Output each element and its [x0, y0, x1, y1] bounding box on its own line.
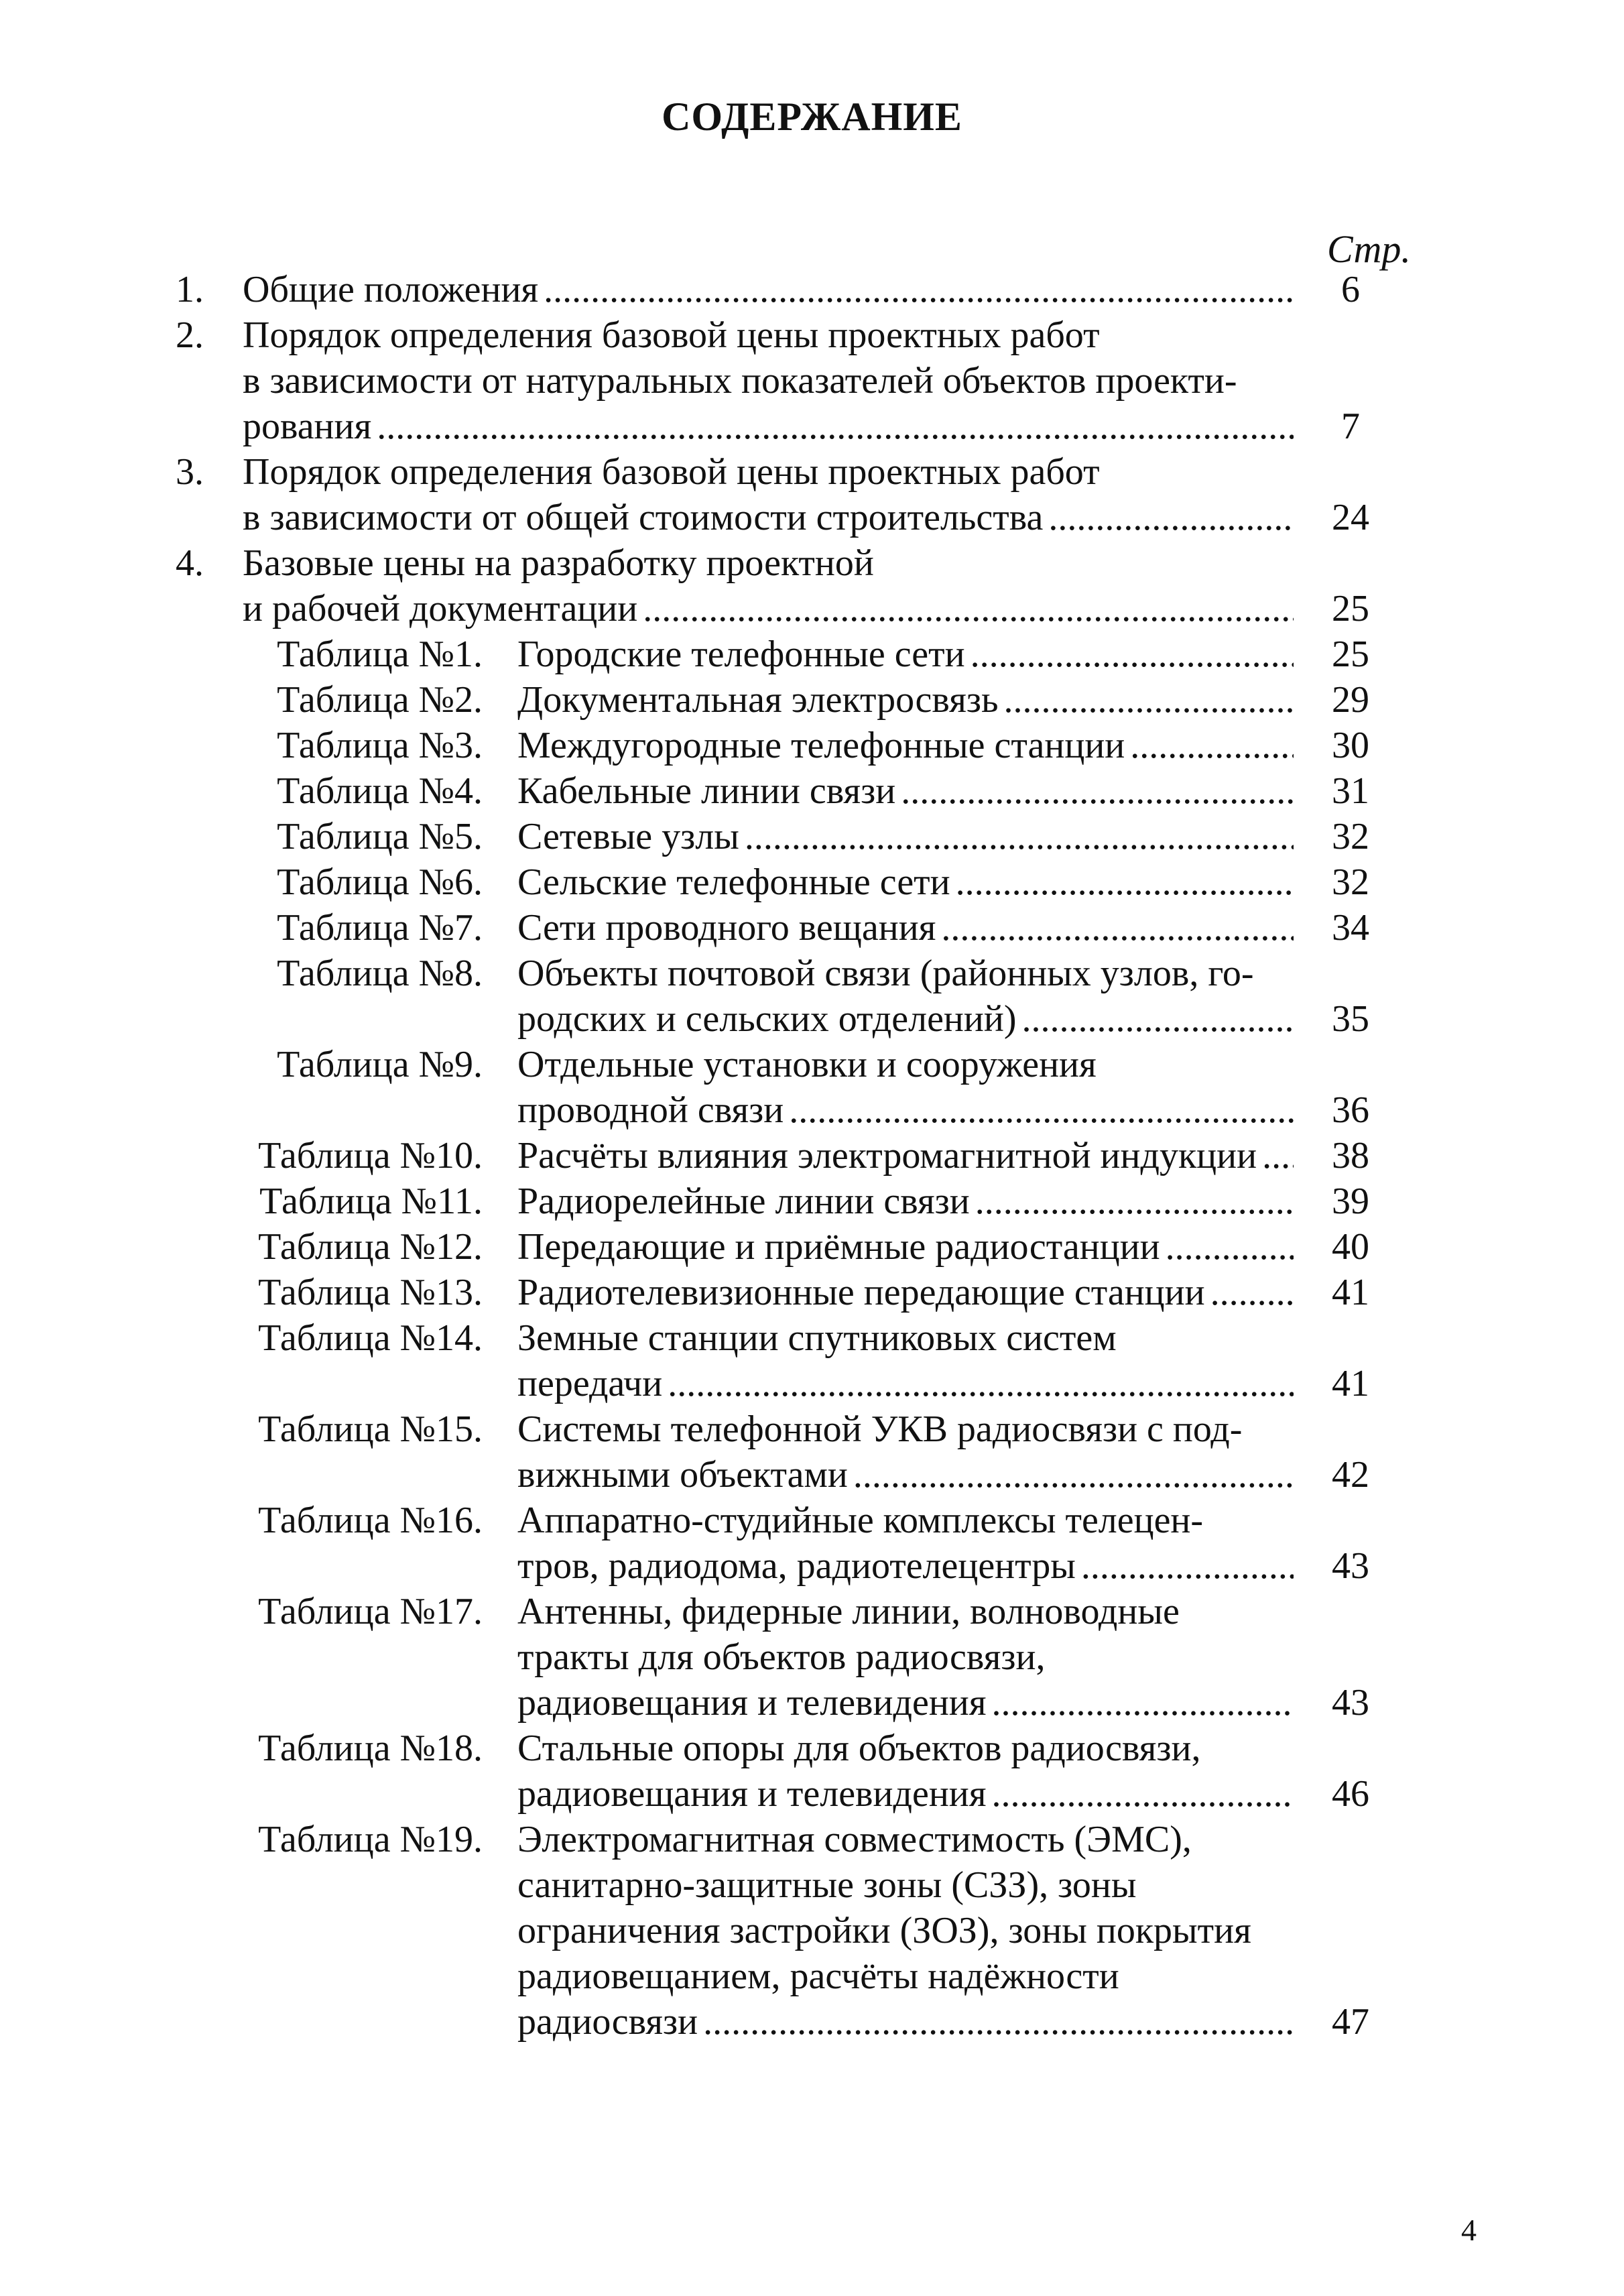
- table-title-line: радиовещания и телевидения: [517, 1682, 987, 1724]
- section-title-line: Общие положения: [243, 269, 539, 310]
- page-ref: 36: [1332, 1089, 1369, 1131]
- table-title-line: Радиотелевизионные передающие станции: [517, 1272, 1205, 1313]
- leader-dots: [668, 1361, 1294, 1406]
- page-ref: 40: [1332, 1226, 1369, 1268]
- table-title-line: ограничения застройки (ЗОЗ), зоны покрытия: [517, 1910, 1251, 1951]
- page-ref: 25: [1332, 588, 1369, 629]
- page-ref: 35: [1332, 998, 1369, 1040]
- leader-dots: [1004, 677, 1294, 723]
- page-ref: 46: [1332, 1773, 1369, 1815]
- table-title-line: санитарно-защитные зоны (СЗЗ), зоны: [517, 1864, 1137, 1906]
- page-ref: 24: [1332, 497, 1369, 538]
- table-label: Таблица №18.: [258, 1728, 483, 1769]
- page-ref: 29: [1332, 679, 1369, 721]
- section-title-line: рования: [243, 406, 372, 447]
- section-number: 1.: [176, 269, 204, 310]
- table-title-line: тров, радиодома, радиотелецентры: [517, 1545, 1076, 1587]
- page-ref: 42: [1332, 1454, 1369, 1496]
- leader-dots: [745, 814, 1294, 859]
- page-ref: 34: [1332, 907, 1369, 949]
- page-ref: 47: [1332, 2001, 1369, 2043]
- table-title-line: родских и сельских отделений): [517, 998, 1017, 1040]
- table-label: Таблица №10.: [258, 1135, 483, 1176]
- page-ref: 39: [1332, 1181, 1369, 1222]
- leader-dots: [1022, 996, 1294, 1042]
- table-title-line: Электромагнитная совместимость (ЭМС),: [517, 1819, 1192, 1860]
- leader-dots: [956, 859, 1294, 905]
- section-title-line: Порядок определения базовой цены проектных работ: [243, 314, 1100, 356]
- table-title-line: Передающие и приёмные радиостанции: [517, 1226, 1160, 1268]
- table-title-line: Радиорелейные линии связи: [517, 1181, 970, 1222]
- leader-dots: [1262, 1133, 1294, 1179]
- table-title-line: Сети проводного вещания: [517, 907, 936, 949]
- page-number: 4: [1461, 2213, 1477, 2247]
- section-title-line: в зависимости от натуральных показателей объектов проекти-: [243, 360, 1237, 402]
- table-title-line: Кабельные линии связи: [517, 770, 896, 812]
- table-title-line: Аппаратно-студийные комплексы телецен-: [517, 1500, 1204, 1541]
- table-title-line: радиосвязи: [517, 2001, 698, 2043]
- page-ref: 43: [1332, 1682, 1369, 1724]
- page-ref: 41: [1332, 1363, 1369, 1404]
- leader-dots: [971, 631, 1294, 677]
- table-title-line: Сельские телефонные сети: [517, 861, 950, 903]
- leader-dots: [901, 768, 1294, 814]
- page-ref: 43: [1332, 1545, 1369, 1587]
- page-ref: 7: [1341, 406, 1360, 447]
- table-title-line: радиовещания и телевидения: [517, 1773, 987, 1815]
- table-label: Таблица №11.: [259, 1181, 483, 1222]
- table-label: Таблица №12.: [258, 1226, 483, 1268]
- page-ref: 25: [1332, 633, 1369, 675]
- table-label: Таблица №1.: [277, 633, 483, 675]
- table-label: Таблица №9.: [277, 1044, 483, 1085]
- section-number: 4.: [176, 542, 204, 584]
- section-number: 2.: [176, 314, 204, 356]
- leader-dots: [377, 404, 1294, 449]
- page-ref: 32: [1332, 861, 1369, 903]
- table-label: Таблица №19.: [258, 1819, 483, 1860]
- page-ref: 41: [1332, 1272, 1369, 1313]
- section-title-line: и рабочей документации: [243, 588, 638, 629]
- table-title-line: Антенны, фидерные линии, волноводные: [517, 1591, 1180, 1632]
- table-title-line: Отдельные установки и сооружения: [517, 1044, 1097, 1085]
- section-title-line: Порядок определения базовой цены проектных работ: [243, 451, 1100, 493]
- page-ref: 30: [1332, 725, 1369, 766]
- table-title-line: Стальные опоры для объектов радиосвязи,: [517, 1728, 1201, 1769]
- page-ref: 6: [1341, 269, 1360, 310]
- table-title-line: Расчёты влияния электромагнитной индукции: [517, 1135, 1257, 1176]
- leader-dots: [975, 1179, 1294, 1224]
- leader-dots: [853, 1452, 1294, 1498]
- table-label: Таблица №5.: [277, 816, 483, 857]
- leader-dots: [1210, 1270, 1294, 1315]
- table-title-line: Объекты почтовой связи (районных узлов, го-: [517, 953, 1254, 994]
- table-title-line: Системы телефонной УКВ радиосвязи с под-: [517, 1408, 1243, 1450]
- table-title-line: радиовещанием, расчёты надёжности: [517, 1955, 1119, 1997]
- table-title-line: Сетевые узлы: [517, 816, 739, 857]
- leader-dots: [992, 1771, 1294, 1817]
- page-ref: 38: [1332, 1135, 1369, 1176]
- page-ref: 31: [1332, 770, 1369, 812]
- table-label: Таблица №4.: [277, 770, 483, 812]
- section-number: 3.: [176, 451, 204, 493]
- table-title-line: тракты для объектов радиосвязи,: [517, 1636, 1046, 1678]
- leader-dots: [1048, 495, 1294, 540]
- table-label: Таблица №7.: [277, 907, 483, 949]
- leader-dots: [941, 905, 1294, 951]
- table-label: Таблица №14.: [258, 1317, 483, 1359]
- leader-dots: [544, 267, 1294, 312]
- table-label: Таблица №6.: [277, 861, 483, 903]
- table-title-line: Междугородные телефонные станции: [517, 725, 1125, 766]
- section-title-line: Базовые цены на разработку проектной: [243, 542, 874, 584]
- table-title-line: вижными объектами: [517, 1454, 848, 1496]
- leader-dots: [789, 1087, 1294, 1133]
- table-label: Таблица №15.: [258, 1408, 483, 1450]
- table-title-line: Документальная электросвязь: [517, 679, 999, 721]
- page-ref: 32: [1332, 816, 1369, 857]
- table-title-line: проводной связи: [517, 1089, 784, 1131]
- leader-dots: [643, 586, 1294, 631]
- table-title-line: передачи: [517, 1363, 663, 1404]
- table-label: Таблица №2.: [277, 679, 483, 721]
- table-title-line: Земные станции спутниковых систем: [517, 1317, 1117, 1359]
- leader-dots: [1130, 723, 1294, 768]
- page-title: СОДЕРЖАНИЕ: [662, 95, 962, 139]
- table-label: Таблица №17.: [258, 1591, 483, 1632]
- leader-dots: [1081, 1543, 1294, 1589]
- leader-dots: [1166, 1224, 1294, 1270]
- table-label: Таблица №13.: [258, 1272, 483, 1313]
- page-column-header: Стр.: [1327, 227, 1411, 271]
- leader-dots: [992, 1680, 1294, 1726]
- table-label: Таблица №3.: [277, 725, 483, 766]
- leader-dots: [703, 1999, 1294, 2045]
- table-label: Таблица №16.: [258, 1500, 483, 1541]
- section-title-line: в зависимости от общей стоимости строительства: [243, 497, 1044, 538]
- table-title-line: Городские телефонные сети: [517, 633, 965, 675]
- table-label: Таблица №8.: [277, 953, 483, 994]
